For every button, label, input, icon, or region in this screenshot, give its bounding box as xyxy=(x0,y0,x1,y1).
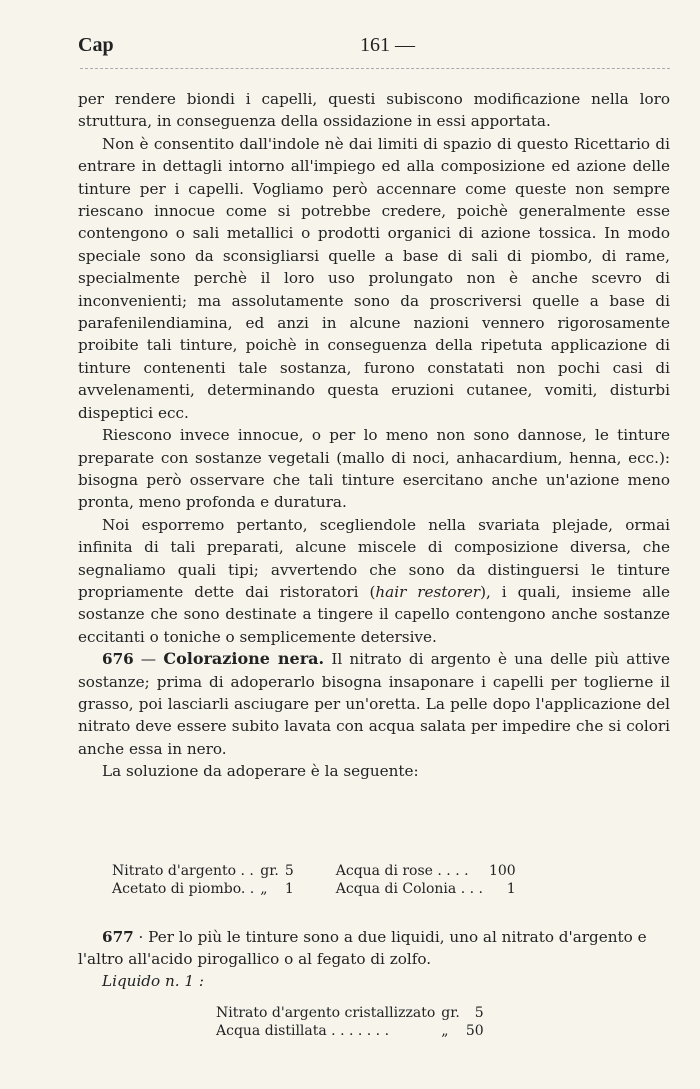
recipe-table-1 xyxy=(112,862,522,898)
paragraph-3: Riescono invece innocue, o per lo meno non sono dannose, le tinture preparate con sostanze vegetali (mallo di noci, anhacardium, henna, ecc.): bisogna però osservare che tali tinture esercitano anche un'azione meno pronta, meno profonda e duratura. xyxy=(78,426,670,512)
paragraph-4-text-a: Noi esporremo pertanto, scegliendole nella svariata plejade, ormai infinita di tali preparati, alcune miscele di composizione diversa, che segnaliamo quali tipi; avvertendo che sono da distinguersi le tinture propriamente dette dai ristoratori ( xyxy=(78,515,670,601)
ingredient-name: Acqua di rose . . . . xyxy=(335,863,469,879)
ingredient-name: Nitrato d'argento . . xyxy=(112,863,254,879)
table-row xyxy=(216,1022,490,1040)
section-677 xyxy=(78,926,670,971)
paragraph-2: Non è consentito dall'indole nè dai limiti di spazio di questo Ricettario di entrare in dettagli intorno all'impiego ed alla composizione ed azione delle tinture per i capelli. Vogliamo però accennare come queste non sempre riescano innocue come si potrebbe credere, poichè generalmente esse contengono o sali metallici o prodotti organici di azione tossica. In modo speciale sono da sconsigliarsi quelle a base di sali di piombo, di rame, specialmente perchè il loro uso prolungato non è anche scevro di inconvenienti; ma assolutamente sono da proscriversi quelle a base di parafenilendiamina, ed anzi in alcune nazioni vennero rigorosamente proibite tali tinture, poichè in conseguenza della ripetuta applicazione di tinture contenenti tale sostanza, furono constatati non pochi casi di avvelenamenti, determinando questa eruzioni cutanee, vomiti, disturbi dispeptici ecc. xyxy=(78,134,670,422)
ingredient-unit: „ xyxy=(260,881,268,897)
ingredient-unit: „ xyxy=(441,1023,449,1039)
running-header xyxy=(78,34,668,62)
ingredient-qty: 1 xyxy=(506,881,516,897)
ingredient-name: Acetato di piombo. . xyxy=(112,881,255,897)
ingredient-qty: 5 xyxy=(474,1005,484,1021)
solution-line: La soluzione da adoperare è la seguente: xyxy=(102,762,419,781)
paragraph-4-text-b: ), i quali, insieme alle sostanze che sono destinate a tingere il capello contengono anche sostanze eccitanti o toniche o semplicemente detersive. xyxy=(78,582,670,646)
page-number: 161 — xyxy=(360,34,415,56)
ingredient-qty: 50 xyxy=(465,1023,484,1039)
ingredient-qty: 5 xyxy=(284,863,294,879)
section-676-text: Il nitrato di argento è una delle più attive sostanze; prima di adoperarlo bisogna insaponare i capelli per toglierne il grasso, poi lasciarli asciugare per un'oretta. La pelle dopo l'applicazione del nitrato deve essere subito lavata con acqua salata per impedire che si colori anche essa in nero. xyxy=(78,650,670,758)
section-677-text: · Per lo più le tinture sono a due liquidi, uno al nitrato d'argento e l'altro all'acido pirogallico o al fegato di zolfo. xyxy=(78,928,647,969)
ingredient-qty: 1 xyxy=(284,881,294,897)
paragraph-4 xyxy=(78,514,670,648)
ingredient-unit: gr. xyxy=(260,863,279,879)
body-text xyxy=(78,88,670,783)
section-number: 676 xyxy=(102,650,134,669)
section-dash: — xyxy=(133,650,164,669)
table-row xyxy=(112,880,522,898)
recipe-table-2 xyxy=(216,1004,490,1040)
ingredient-name: Acqua di Colonia . . . xyxy=(335,881,483,897)
paragraph-1: per rendere biondi i capelli, questi subiscono modificazione nella loro struttura, in conseguenza della ossidazione in essi apportata. xyxy=(78,90,670,131)
section-title: Colorazione nera. xyxy=(163,649,325,669)
ingredient-name: Acqua distillata . . . . . . . xyxy=(216,1023,390,1039)
table-row xyxy=(216,1004,490,1022)
ingredient-qty: 100 xyxy=(488,863,516,879)
section-number: 677 xyxy=(102,928,134,946)
header-rule xyxy=(80,68,670,69)
ingredient-unit: gr. xyxy=(441,1005,460,1021)
ingredient-name: Nitrato d'argento cristallizzato xyxy=(216,1005,436,1021)
hair-restorer-term: hair restorer xyxy=(375,582,481,601)
liquid-label: Liquido n. 1 : xyxy=(102,972,205,990)
section-676 xyxy=(78,648,670,760)
header-chapter: Cap xyxy=(78,34,114,56)
table-row xyxy=(112,862,522,880)
